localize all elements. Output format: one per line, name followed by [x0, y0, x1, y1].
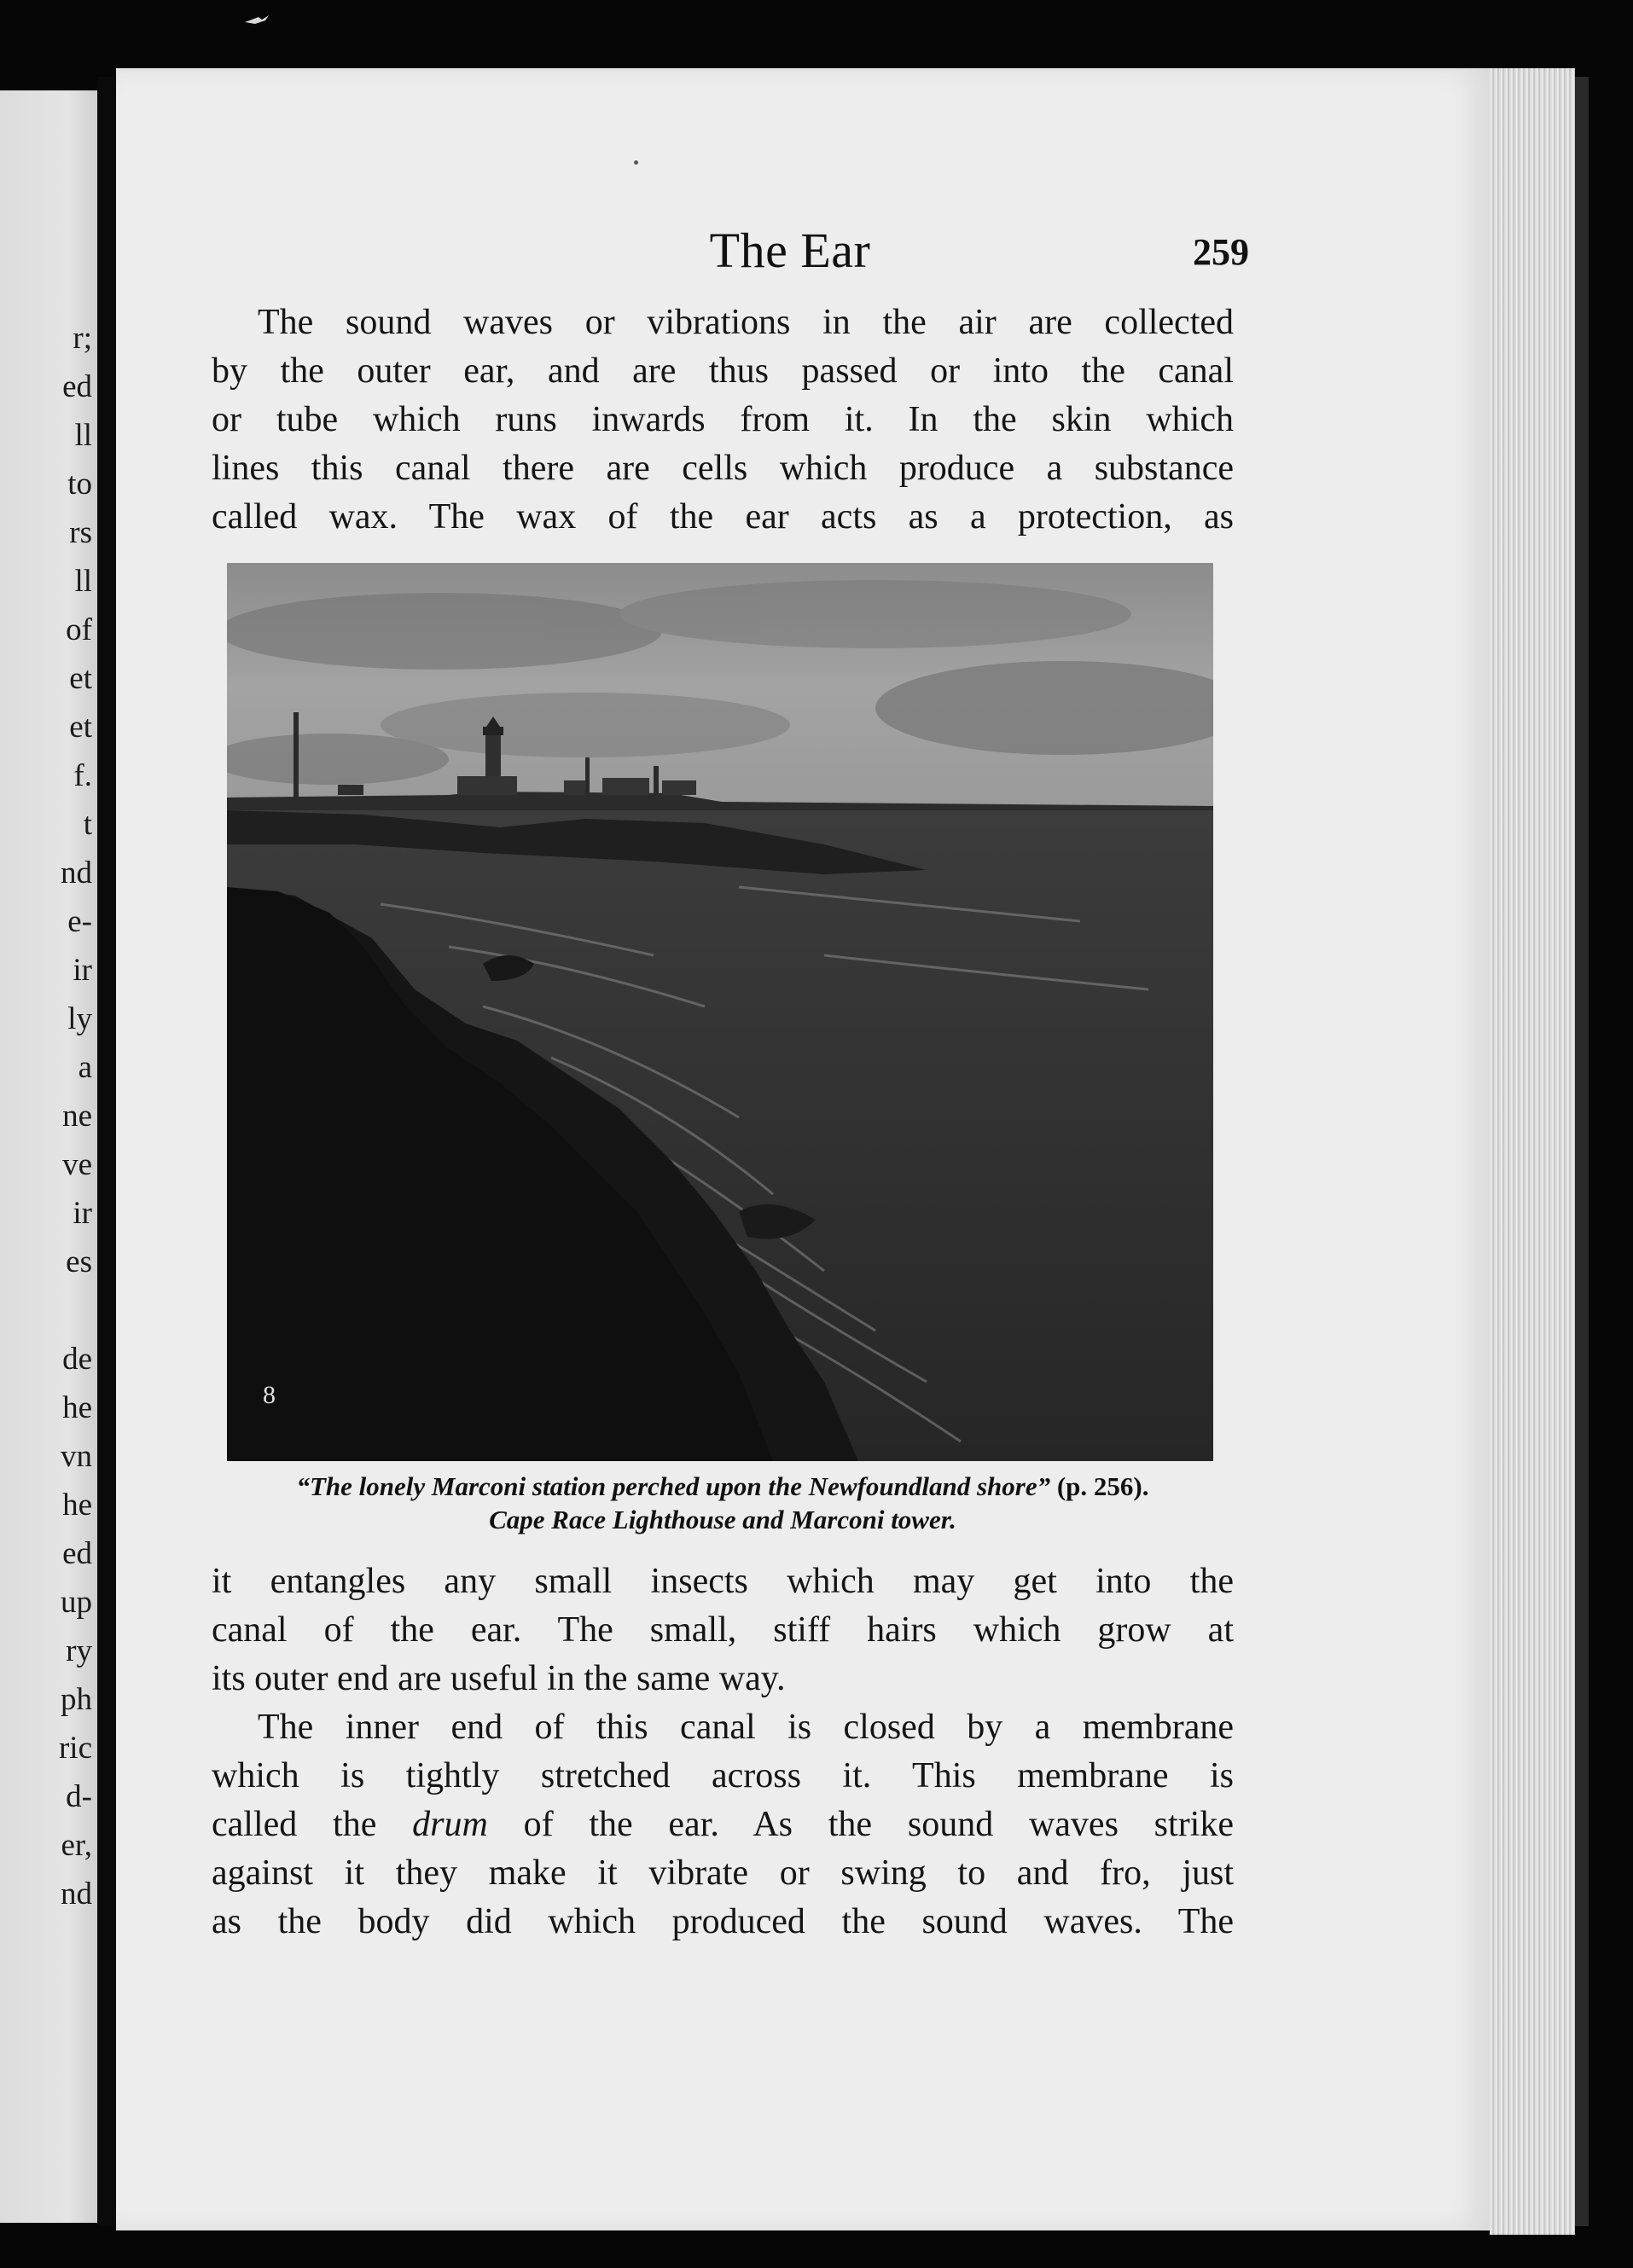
paragraph-1 — [212, 299, 1234, 542]
facing-page-fragment: ir — [73, 1196, 92, 1231]
facing-page-fragment — [0, 1286, 92, 1335]
caption-line-1 — [212, 1470, 1234, 1503]
book-gutter — [97, 77, 116, 2226]
text-line: canal of the ear. The small, stiff hairs which grow at — [212, 1610, 1234, 1650]
facing-page-fragment: r; — [73, 321, 92, 356]
facing-page-fragment: ll — [74, 564, 92, 599]
facing-page-fragment: vn — [61, 1439, 92, 1474]
facing-page-fragment: de — [62, 1342, 92, 1377]
scan-dot — [634, 160, 638, 165]
facing-page-fragment: nd — [61, 1876, 92, 1911]
running-title: The Ear — [709, 223, 871, 278]
facing-page-fragment: es — [66, 1244, 92, 1279]
facing-page-fragment: ed — [62, 369, 92, 404]
caption-page-ref: (p. 256). — [1056, 1471, 1149, 1501]
facing-page-fragment: he — [62, 1488, 92, 1523]
photo-artwork — [227, 563, 1213, 1461]
facing-page-fragment: ry — [66, 1633, 92, 1668]
facing-page-fragment: rs — [69, 515, 92, 550]
facing-page-fragment: ed — [62, 1536, 92, 1571]
facing-page-text-fragments — [0, 314, 92, 1918]
emphasized-term: drum — [412, 1805, 488, 1844]
book-page — [116, 68, 1490, 2230]
paragraph-1-continued — [212, 1557, 1234, 1703]
text-line-with-emphasis — [212, 1801, 1234, 1849]
photo-corner-mark: 8 — [263, 1381, 276, 1409]
lighthouse-photograph — [227, 563, 1213, 1461]
facing-page-fragment: et — [69, 661, 92, 696]
facing-page-fragment: a — [78, 1050, 92, 1085]
facing-page-fragment: of — [66, 612, 92, 647]
facing-page-fragment: t — [83, 807, 92, 842]
page-edges — [1490, 68, 1575, 2235]
facing-page-fragment: to — [67, 467, 92, 502]
facing-page-fragment: et — [69, 710, 92, 745]
page-edge-shadow — [1575, 77, 1589, 2226]
text-line: lines this canal there are cells which produce a substance — [212, 449, 1234, 488]
facing-page-fragment: er, — [61, 1828, 92, 1863]
facing-page-fragment: f. — [73, 758, 92, 793]
facing-page-fragment: ph — [61, 1682, 92, 1717]
facing-page-fragment: d- — [66, 1779, 92, 1814]
facing-page-fragment: ir — [73, 953, 92, 988]
text-line: it entangles any small insects which may get into the — [212, 1562, 1234, 1601]
facing-page-fragment: e- — [67, 904, 92, 939]
facing-page-fragment: nd — [61, 856, 92, 890]
text-fragment: called the — [212, 1805, 413, 1844]
figure-caption — [212, 1470, 1234, 1536]
running-head — [116, 222, 1490, 290]
text-line: or tube which runs inwards from it. In the skin which — [212, 400, 1234, 439]
facing-page-left — [0, 90, 97, 2223]
facing-page-fragment: ll — [74, 418, 92, 453]
scan-speck — [243, 12, 277, 27]
facing-page-fragment: up — [61, 1585, 92, 1620]
text-line: The sound waves or vibrations in the air are collected — [258, 303, 1234, 342]
facing-page-fragment: ly — [67, 1001, 92, 1036]
facing-page-fragment: ric — [58, 1731, 92, 1766]
facing-page-fragment: ne — [62, 1099, 92, 1134]
text-line: by the outer ear, and are thus passed or into the canal — [212, 351, 1234, 391]
caption-line-2: Cape Race Lighthouse and Marconi tower. — [489, 1505, 956, 1534]
caption-quote: “The lonely Marconi station perched upon the Newfoundland shore” — [296, 1471, 1051, 1501]
facing-page-fragment: he — [62, 1390, 92, 1425]
text-line: its outer end are useful in the same way. — [212, 1659, 786, 1698]
facing-page-fragment: ve — [62, 1147, 92, 1182]
text-line: against it they make it vibrate or swing to and fro, just — [212, 1853, 1234, 1893]
paragraph-2 — [212, 1703, 1234, 1946]
page-number: 259 — [1193, 231, 1249, 273]
text-line: as the body did which produced the sound waves. The — [212, 1902, 1234, 1941]
text-fragment: of the ear. As the sound waves strike — [487, 1805, 1234, 1844]
text-line: which is tightly stretched across it. This membrane is — [212, 1756, 1234, 1795]
text-line: The inner end of this canal is closed by a membrane — [258, 1708, 1234, 1747]
text-line: called wax. The wax of the ear acts as a protection, as — [212, 497, 1234, 537]
